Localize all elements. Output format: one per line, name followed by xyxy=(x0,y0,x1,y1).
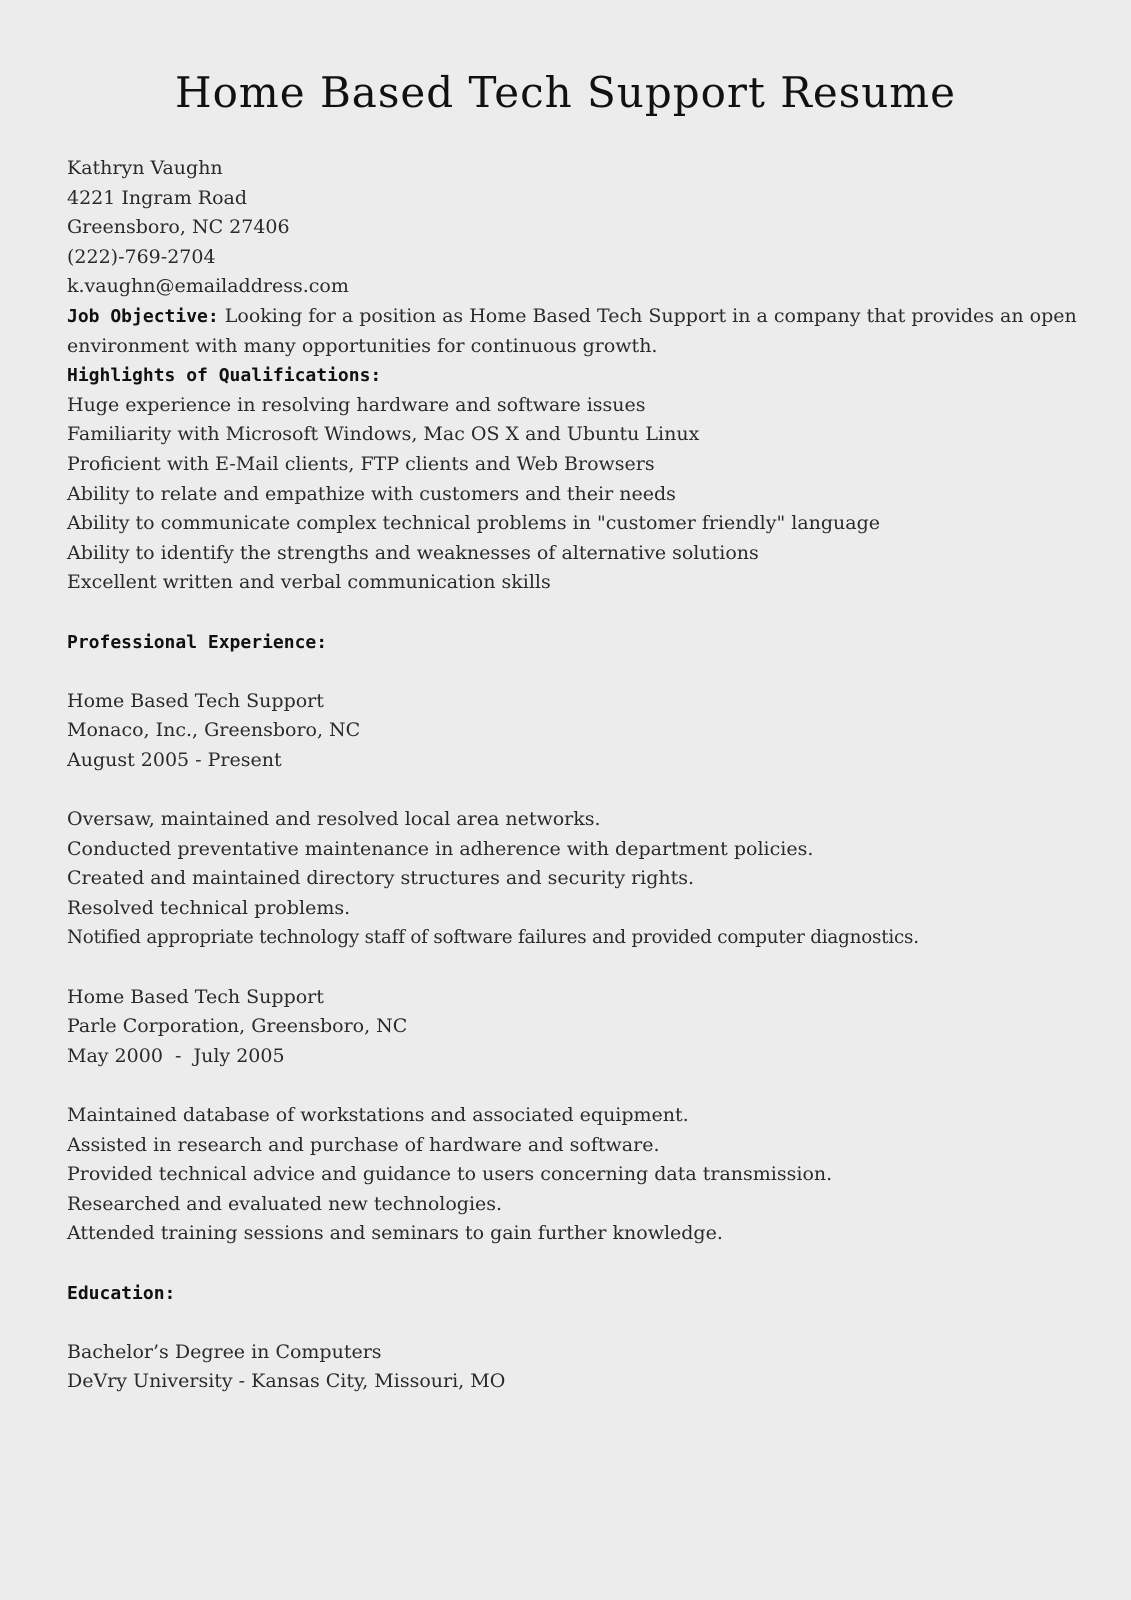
contact-email: k.vaughn@emailaddress.com xyxy=(67,275,349,298)
spacer xyxy=(67,657,1107,687)
highlight-item: Huge experience in resolving hardware and software issues xyxy=(67,393,646,416)
spacer xyxy=(67,1308,1107,1338)
job-duty: Conducted preventative maintenance in adherence with department policies. xyxy=(67,837,814,860)
page-title: Home Based Tech Support Resume xyxy=(175,68,956,117)
job-objective-text: Looking for a position as Home Based Tech Support in a company that provides an open environment with many opportunities for continuous growth. xyxy=(67,304,1077,357)
highlights-heading: Highlights of Qualifications: xyxy=(67,365,382,387)
spacer xyxy=(67,775,1107,805)
job-duty: Resolved technical problems. xyxy=(67,896,351,919)
job-company: Parle Corporation, Greensboro, NC xyxy=(67,1015,408,1038)
experience-heading: Professional Experience: xyxy=(67,631,328,653)
job-duty: Researched and evaluated new technologies. xyxy=(67,1192,503,1215)
contact-city: Greensboro, NC 27406 xyxy=(67,216,290,239)
job-title: Home Based Tech Support xyxy=(67,985,324,1008)
job-title: Home Based Tech Support xyxy=(67,689,324,712)
contact-phone: (222)-769-2704 xyxy=(67,245,216,268)
resume-body xyxy=(67,154,1107,1397)
spacer xyxy=(67,1249,1107,1279)
contact-street: 4221 Ingram Road xyxy=(67,186,247,209)
spacer xyxy=(67,1071,1107,1101)
job-duty: Attended training sessions and seminars to gain further knowledge. xyxy=(67,1222,723,1245)
education-school: DeVry University - Kansas City, Missouri, MO xyxy=(67,1370,506,1393)
spacer xyxy=(67,953,1107,983)
education-degree: Bachelor’s Degree in Computers xyxy=(67,1340,382,1363)
job-objective xyxy=(67,302,1107,361)
contact-name: Kathryn Vaughn xyxy=(67,157,223,179)
job-duty: Provided technical advice and guidance to users concerning data transmission. xyxy=(67,1163,833,1186)
highlight-item: Excellent written and verbal communication skills xyxy=(67,571,551,594)
highlight-item: Proficient with E-Mail clients, FTP clients and Web Browsers xyxy=(67,452,655,475)
highlight-item: Ability to relate and empathize with customers and their needs xyxy=(67,482,676,505)
job-duty: Maintained database of workstations and associated equipment. xyxy=(67,1104,689,1126)
job-dates: May 2000 - July 2005 xyxy=(67,1044,285,1067)
education-heading: Education: xyxy=(67,1282,176,1304)
highlight-item: Ability to identify the strengths and weaknesses of alternative solutions xyxy=(67,541,759,564)
job-objective-label: Job Objective: xyxy=(67,305,219,327)
job-duty: Assisted in research and purchase of hardware and software. xyxy=(67,1133,660,1156)
job-duty: Created and maintained directory structures and security rights. xyxy=(67,867,695,890)
job-duty: Oversaw, maintained and resolved local area networks. xyxy=(67,808,601,831)
spacer xyxy=(67,598,1107,628)
highlight-item: Ability to communicate complex technical problems in "customer friendly" language xyxy=(67,512,881,535)
highlight-item: Familiarity with Microsoft Windows, Mac OS X and Ubuntu Linux xyxy=(67,423,700,446)
job-duty: Notified appropriate technology staff of software failures and provided computer diagnostics. xyxy=(67,927,919,949)
job-company: Monaco, Inc., Greensboro, NC xyxy=(67,719,361,742)
job-dates: August 2005 - Present xyxy=(67,748,282,771)
